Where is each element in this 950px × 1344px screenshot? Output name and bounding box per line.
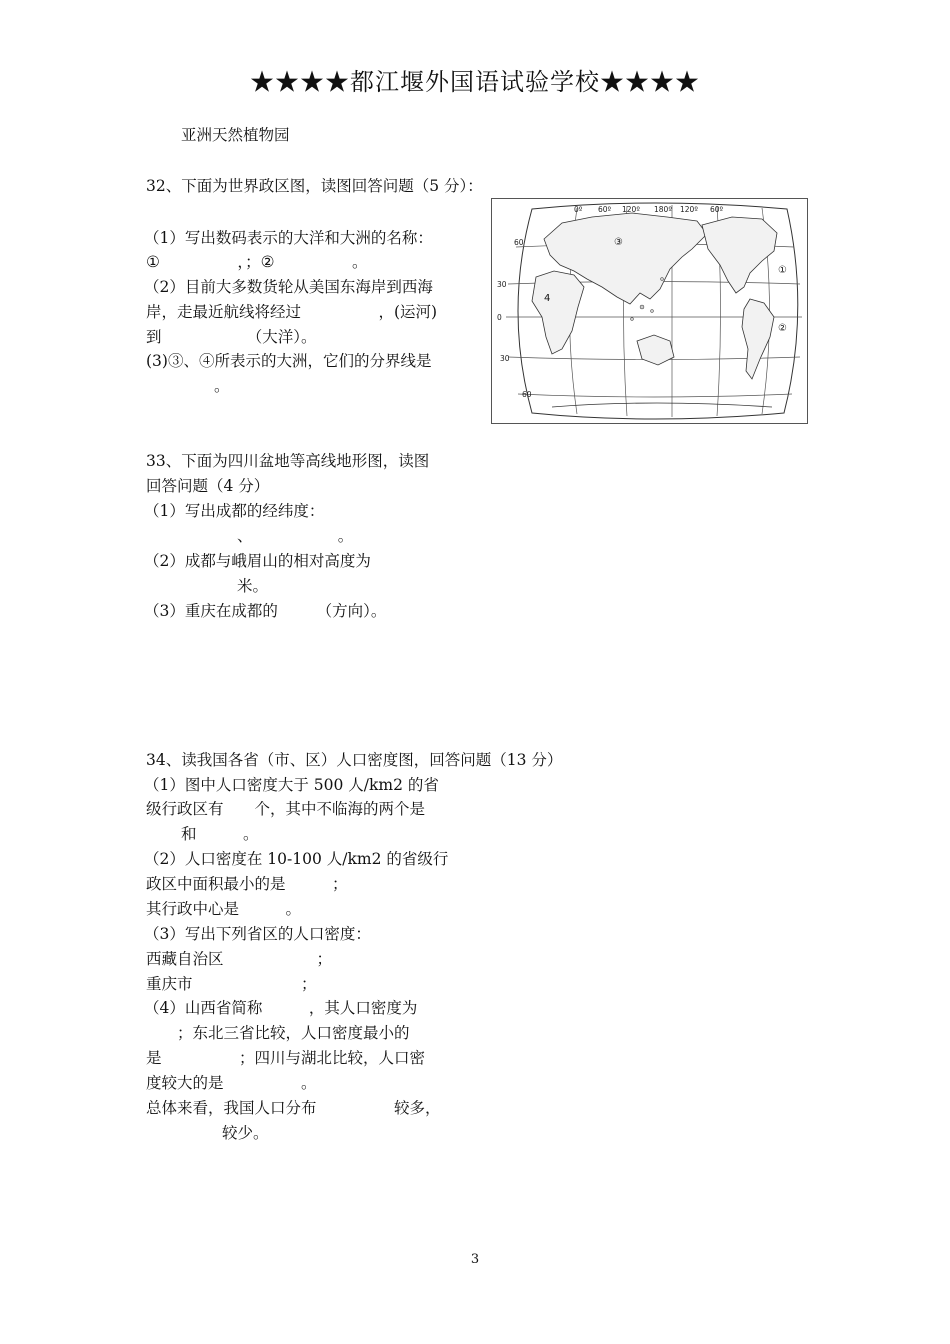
map-lat-label: 30 bbox=[500, 354, 510, 363]
map-lat-label: 60 bbox=[514, 238, 524, 247]
text-line: 亚洲天然植物园 bbox=[181, 126, 290, 144]
world-political-map bbox=[491, 198, 808, 424]
question-33-part2: （2）成都与峨眉山的相对高度为 bbox=[144, 552, 371, 570]
question-34-part2-line3: 其行政中心是 。 bbox=[146, 900, 302, 918]
question-33-line2: 回答问题（4 分） bbox=[146, 477, 270, 495]
map-marker-4: 4 bbox=[544, 293, 551, 304]
page-number: 3 bbox=[470, 1252, 480, 1267]
question-34-part4-line2: ；东北三省比较，人口密度最小的 bbox=[146, 1024, 410, 1042]
question-33: 33、下面为四川盆地等高线地形图，读图 bbox=[146, 452, 430, 470]
question-34-part4: （4）山西省简称 ，其人口密度为 bbox=[144, 999, 418, 1017]
map-lon-label: 120º bbox=[622, 205, 640, 214]
map-marker-3: ③ bbox=[614, 237, 623, 248]
map-lat-label: 0 bbox=[497, 313, 502, 322]
question-34-part4-line4: 度较大的是 。 bbox=[146, 1074, 317, 1092]
map-lon-label: 60º bbox=[598, 205, 612, 214]
question-32-part2-line2: 岸，走最近航线将经过 ，(运河) bbox=[146, 303, 438, 321]
question-34-part2: （2）人口密度在 10-100 人/km2 的省级行 bbox=[144, 850, 449, 868]
map-lon-label: 60º bbox=[710, 205, 724, 214]
question-34-part1: （1）图中人口密度大于 500 人/km2 的省 bbox=[144, 776, 439, 794]
question-34-summary: 总体来看，我国人口分布 较多， bbox=[146, 1099, 441, 1117]
question-32-part2: （2）目前大多数货轮从美国东海岸到西海 bbox=[144, 278, 433, 296]
question-34-part1-line3: 和 。 bbox=[181, 825, 259, 843]
question-33-part1: （1）写出成都的经纬度： bbox=[144, 502, 325, 520]
question-34-part1-line2: 级行政区有 个，其中不临海的两个是 bbox=[146, 800, 426, 818]
question-32-part3: (3)③、④所表示的大洲，它们的分界线是 bbox=[146, 352, 432, 370]
question-32-part2-line3: 到 （大洋）。 bbox=[146, 328, 317, 346]
question-34-part3-chongqing: 重庆市 ； bbox=[146, 975, 317, 993]
question-32: 32、下面为世界政区图，读图回答问题（5 分）： bbox=[146, 177, 483, 195]
question-34-part3-tibet: 西藏自治区 ； bbox=[146, 950, 333, 968]
question-32-part1: （1）写出数码表示的大洋和大洲的名称： bbox=[144, 229, 433, 247]
page-title: ★★★★都江堰外国语试验学校★★★★ bbox=[250, 68, 700, 96]
map-lon-label: 180º bbox=[654, 205, 672, 214]
map-marker-1: ① bbox=[778, 265, 787, 276]
map-lon-label: 0º bbox=[574, 205, 583, 214]
question-33-part1-answer: 、 。 bbox=[237, 527, 354, 545]
map-lon-label: 120º bbox=[680, 205, 698, 214]
map-lat-label: 30 bbox=[497, 280, 507, 289]
question-34-part4-line3: 是 ；四川与湖北比较，人口密 bbox=[146, 1049, 426, 1067]
question-32-part1-answer: ① ，；② 。 bbox=[146, 253, 368, 271]
question-34-part3: （3）写出下列省区的人口密度： bbox=[144, 925, 371, 943]
map-lat-label: 60 bbox=[522, 390, 532, 399]
question-34: 34、读我国各省（市、区）人口密度图，回答问题（13 分） bbox=[146, 751, 563, 769]
question-34-part2-line2: 政区中面积最小的是 ； bbox=[146, 875, 348, 893]
map-marker-2: ② bbox=[778, 323, 787, 334]
question-32-part3-end: 。 bbox=[214, 377, 230, 395]
question-33-part2-answer: 米。 bbox=[237, 577, 269, 595]
question-33-part3: （3）重庆在成都的 （方向）。 bbox=[144, 602, 387, 620]
question-34-summary-line2: 较少。 bbox=[222, 1124, 269, 1142]
